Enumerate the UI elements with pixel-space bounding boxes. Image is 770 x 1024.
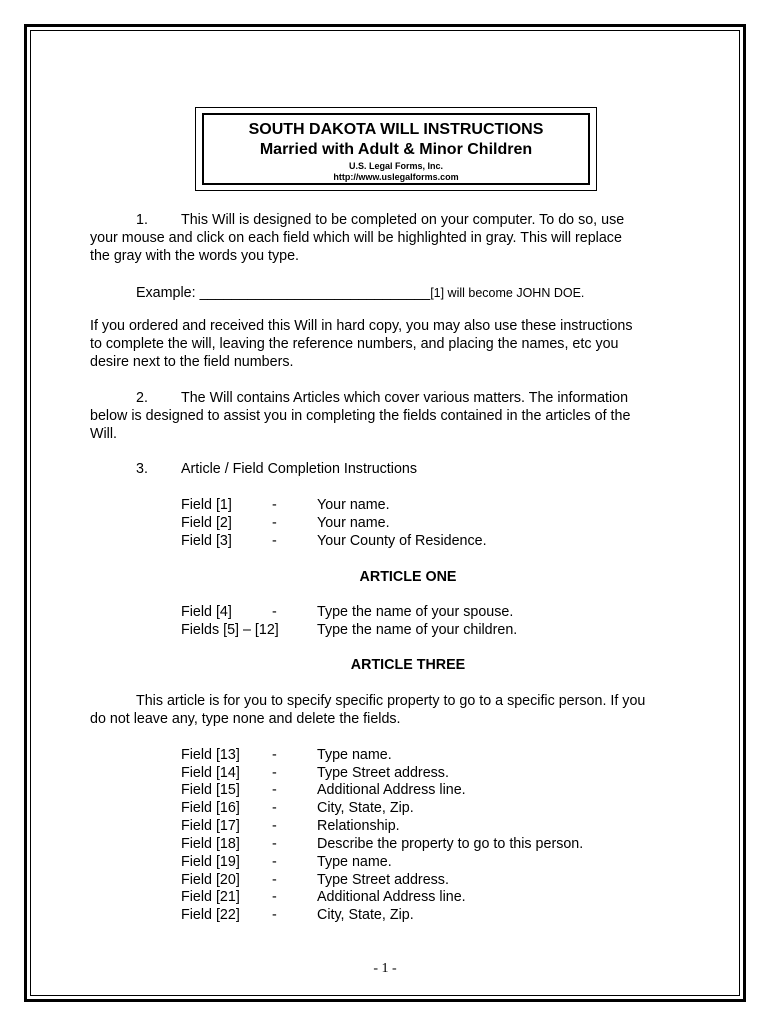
title-box — [202, 113, 590, 185]
para3-text: Article / Field Completion Instructions — [181, 461, 417, 477]
example-line — [136, 284, 584, 302]
field-description: Type Street address. — [317, 872, 449, 888]
field-dash: - — [272, 765, 277, 781]
field-dash: - — [272, 747, 277, 763]
article-three-heading: ARTICLE THREE — [350, 657, 466, 673]
para1-number: 1. — [136, 212, 148, 228]
field-label: Field [3] — [181, 533, 232, 549]
para2-line2: below is designed to assist you in completing the fields contained in the articles of the — [90, 408, 631, 424]
field-description: Type name. — [317, 747, 392, 763]
para2-line3: Will. — [90, 426, 117, 442]
field-label: Field [19] — [181, 854, 240, 870]
field-dash: - — [272, 872, 277, 888]
field-label: Field [22] — [181, 907, 240, 923]
field-description: Your name. — [317, 515, 390, 531]
field-label: Field [20] — [181, 872, 240, 888]
field-label: Field [21] — [181, 889, 240, 905]
hardcopy-line1: If you ordered and received this Will in hard copy, you may also use these instructions — [90, 318, 633, 334]
field-label: Field [18] — [181, 836, 240, 852]
field-dash: - — [272, 497, 277, 513]
field-label: Field [17] — [181, 818, 240, 834]
page-number: - 1 - — [373, 961, 397, 976]
field-label: Field [2] — [181, 515, 232, 531]
field-label: Field [1] — [181, 497, 232, 513]
field-dash: - — [272, 854, 277, 870]
para1-line3: the gray with the words you type. — [90, 248, 300, 264]
field-description: Type the name of your children. — [317, 622, 518, 638]
field-description: Describe the property to go to this person. — [317, 836, 584, 852]
field-dash: - — [272, 800, 277, 816]
field-dash: - — [272, 515, 277, 531]
field-dash: - — [272, 907, 277, 923]
field-description: Type Street address. — [317, 765, 449, 781]
document-title: SOUTH DAKOTA WILL INSTRUCTIONS — [248, 121, 544, 138]
field-dash: - — [272, 889, 277, 905]
company-name: U.S. Legal Forms, Inc. — [348, 161, 444, 171]
field-label: Field [14] — [181, 765, 240, 781]
example-label: Example: — [136, 285, 196, 301]
para2-line1: The Will contains Articles which cover various matters. The information — [181, 390, 629, 406]
para1-line2: your mouse and click on each field which will be highlighted in gray. This will replace — [90, 230, 622, 246]
field-description: City, State, Zip. — [317, 800, 414, 816]
field-label: Field [4] — [181, 604, 232, 620]
para3-number: 3. — [136, 461, 148, 477]
field-description: Your County of Residence. — [317, 533, 487, 549]
field-dash: - — [272, 604, 277, 620]
field-description: City, State, Zip. — [317, 907, 414, 923]
field-dash: - — [272, 836, 277, 852]
field-description: Type name. — [317, 854, 392, 870]
field-description: Relationship. — [317, 818, 400, 834]
document-subtitle: Married with Adult & Minor Children — [259, 141, 533, 158]
article-three-line1: This article is for you to specify specific property to go to a specific person. If you — [136, 693, 646, 709]
hardcopy-line2: to complete the will, leaving the reference numbers, and placing the names, etc you — [90, 336, 619, 352]
example-suffix: [1] will become JOHN DOE. — [430, 286, 585, 300]
field-description: Type the name of your spouse. — [317, 604, 514, 620]
field-description: Additional Address line. — [317, 889, 466, 905]
field-dash: - — [272, 818, 277, 834]
field-label: Field [16] — [181, 800, 240, 816]
example-blank: _____________________________ — [199, 285, 431, 301]
field-dash: - — [272, 533, 277, 549]
field-description: Your name. — [317, 497, 390, 513]
field-label: Field [15] — [181, 782, 240, 798]
field-label: Fields [5] – [12] — [181, 622, 279, 638]
hardcopy-line3: desire next to the field numbers. — [90, 354, 294, 370]
company-url: http://www.uslegalforms.com — [333, 172, 459, 182]
para1-line1: This Will is designed to be completed on your computer. To do so, use — [181, 212, 625, 228]
field-label: Field [13] — [181, 747, 240, 763]
article-three-line2: do not leave any, type none and delete the fields. — [90, 711, 401, 727]
field-dash: - — [272, 782, 277, 798]
article-one-heading: ARTICLE ONE — [359, 569, 457, 585]
field-description: Additional Address line. — [317, 782, 466, 798]
para2-number: 2. — [136, 390, 148, 406]
